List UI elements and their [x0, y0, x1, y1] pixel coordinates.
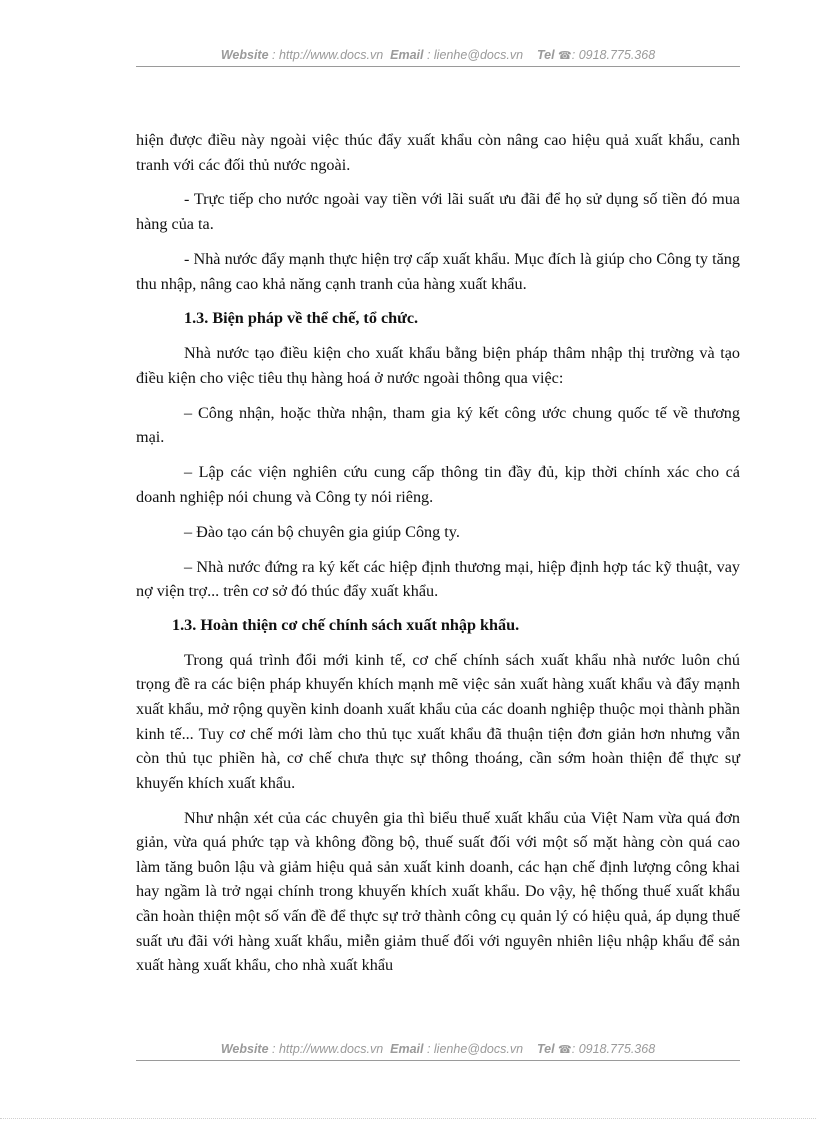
header-website-sep: :: [268, 48, 279, 62]
paragraph-market-access: Nhà nước tạo điều kiện cho xuất khẩu bằng biện pháp thâm nhập thị trường và tạo điều kiện cho việc tiêu thụ hàng hoá ở nước ngoài thông qua việc:: [136, 344, 740, 387]
section-heading-policy-improvement: 1.3. Hoàn thiện cơ chế chính sách xuất nhập khẩu.: [172, 615, 520, 634]
footer-tel-value: : 0918.775.368: [571, 1042, 656, 1056]
paragraph-foreign-loans: - Trực tiếp cho nước ngoài vay tiền với lãi suất ưu đãi để họ sử dụng số tiền đó mua hàng của ta.: [136, 190, 740, 234]
paragraph-export-subsidy: - Nhà nước đẩy mạnh thực hiện trợ cấp xuất khẩu. Mục đích là giúp cho Công ty tăng thu nhập, nâng cao khả năng cạnh tranh của hàng xuất khẩu.: [136, 249, 740, 293]
header-email-sep: :: [423, 48, 434, 62]
paragraph-research-institutes: – Lập các viện nghiên cứu cung cấp thông tin đầy đủ, kịp thời chính xác cho cá doanh nghiệp nói chung và Công ty nói riêng.: [136, 463, 740, 506]
header-tel-value: : 0918.775.368: [571, 48, 656, 62]
paragraph-treaty-recognition: – Công nhận, hoặc thừa nhận, tham gia ký kết công ước chung quốc tế về thương mại.: [136, 403, 740, 447]
footer-email-sep: :: [423, 1042, 434, 1056]
paragraph-economic-reform: Trong quá trình đổi mới kinh tế, cơ chế chính sách xuất khẩu nhà nước luôn chú trọng đề ra các biện pháp khuyến khích mạnh mẽ việc sản xuất hàng xuất khẩu và đẩy mạnh xuất khẩu, mở rộng quyền kinh doanh xuất khẩu của các doanh nghiệp thuộc mọi thành phần kinh tế... Tuy cơ chế mới làm cho thủ tục xuất khẩu đã thuận tiện đơn giản hơn nhưng vẫn còn thủ tục phiền hà, cơ chế chưa thực sự thông thoáng, cần sớm hoàn thiện để thực sự khuyến khích xuất khẩu.: [136, 650, 740, 792]
paragraph-trade-agreements: – Nhà nước đứng ra ký kết các hiệp định thương mại, hiệp định hợp tác kỹ thuật, vay nợ viện trợ... trên cơ sở đó thúc đẩy xuất khẩu.: [136, 557, 740, 601]
paragraph-tax-schedule: Như nhận xét của các chuyên gia thì biểu thuế xuất khẩu của Việt Nam vừa quá đơn giản, vừa quá phức tạp và không đồng bộ, thuế suất đối với một số mặt hàng còn quá cao làm tăng buôn lậu và giảm hiệu quả sản xuất kinh doanh, các hạn chế định lượng công khai hay ngầm là trở ngại chính trong khuyến khích xuất khẩu. Do vậy, hệ thống thuế xuất khẩu cần hoàn thiện một số vấn đề để thực sự trở thành công cụ quản lý có hiệu quả, áp dụng thuế suất ưu đãi với hàng xuất khẩu, miễn giảm thuế đối với nguyên nhiên liệu nhập khẩu để sản xuất hàng xuất khẩu, cho nhà xuất khẩu: [136, 808, 740, 975]
header-email-value[interactable]: lienhe@docs.vn: [433, 48, 524, 62]
footer-email-label: Email: [390, 1042, 424, 1056]
document-body: [136, 128, 740, 988]
paragraph-staff-training: – Đào tạo cán bộ chuyên gia giúp Công ty.: [184, 522, 460, 541]
header-tel-label: Tel: [536, 48, 555, 62]
paragraph-continuation: hiện được điều này ngoài việc thúc đẩy xuất khẩu còn nâng cao hiệu quả xuất khẩu, canh tranh với các đối thủ nước ngoài.: [136, 131, 740, 174]
section-heading-institutional-measures: 1.3. Biện pháp về thể chế, tổ chức.: [184, 309, 419, 328]
footer-website-url[interactable]: http://www.docs.vn: [278, 1042, 384, 1056]
header-website-label: Website: [220, 48, 269, 62]
phone-icon: ☎: [558, 1044, 572, 1056]
page-header: [136, 48, 740, 67]
footer-email-value[interactable]: lienhe@docs.vn: [433, 1042, 524, 1056]
header-email-label: Email: [390, 48, 424, 62]
header-website-url[interactable]: http://www.docs.vn: [278, 48, 384, 62]
page-bottom-divider: [0, 1118, 816, 1119]
page-footer: [136, 1042, 740, 1061]
footer-website-label: Website: [220, 1042, 269, 1056]
phone-icon: ☎: [558, 50, 572, 62]
footer-website-sep: :: [268, 1042, 279, 1056]
footer-tel-label: Tel: [536, 1042, 555, 1056]
